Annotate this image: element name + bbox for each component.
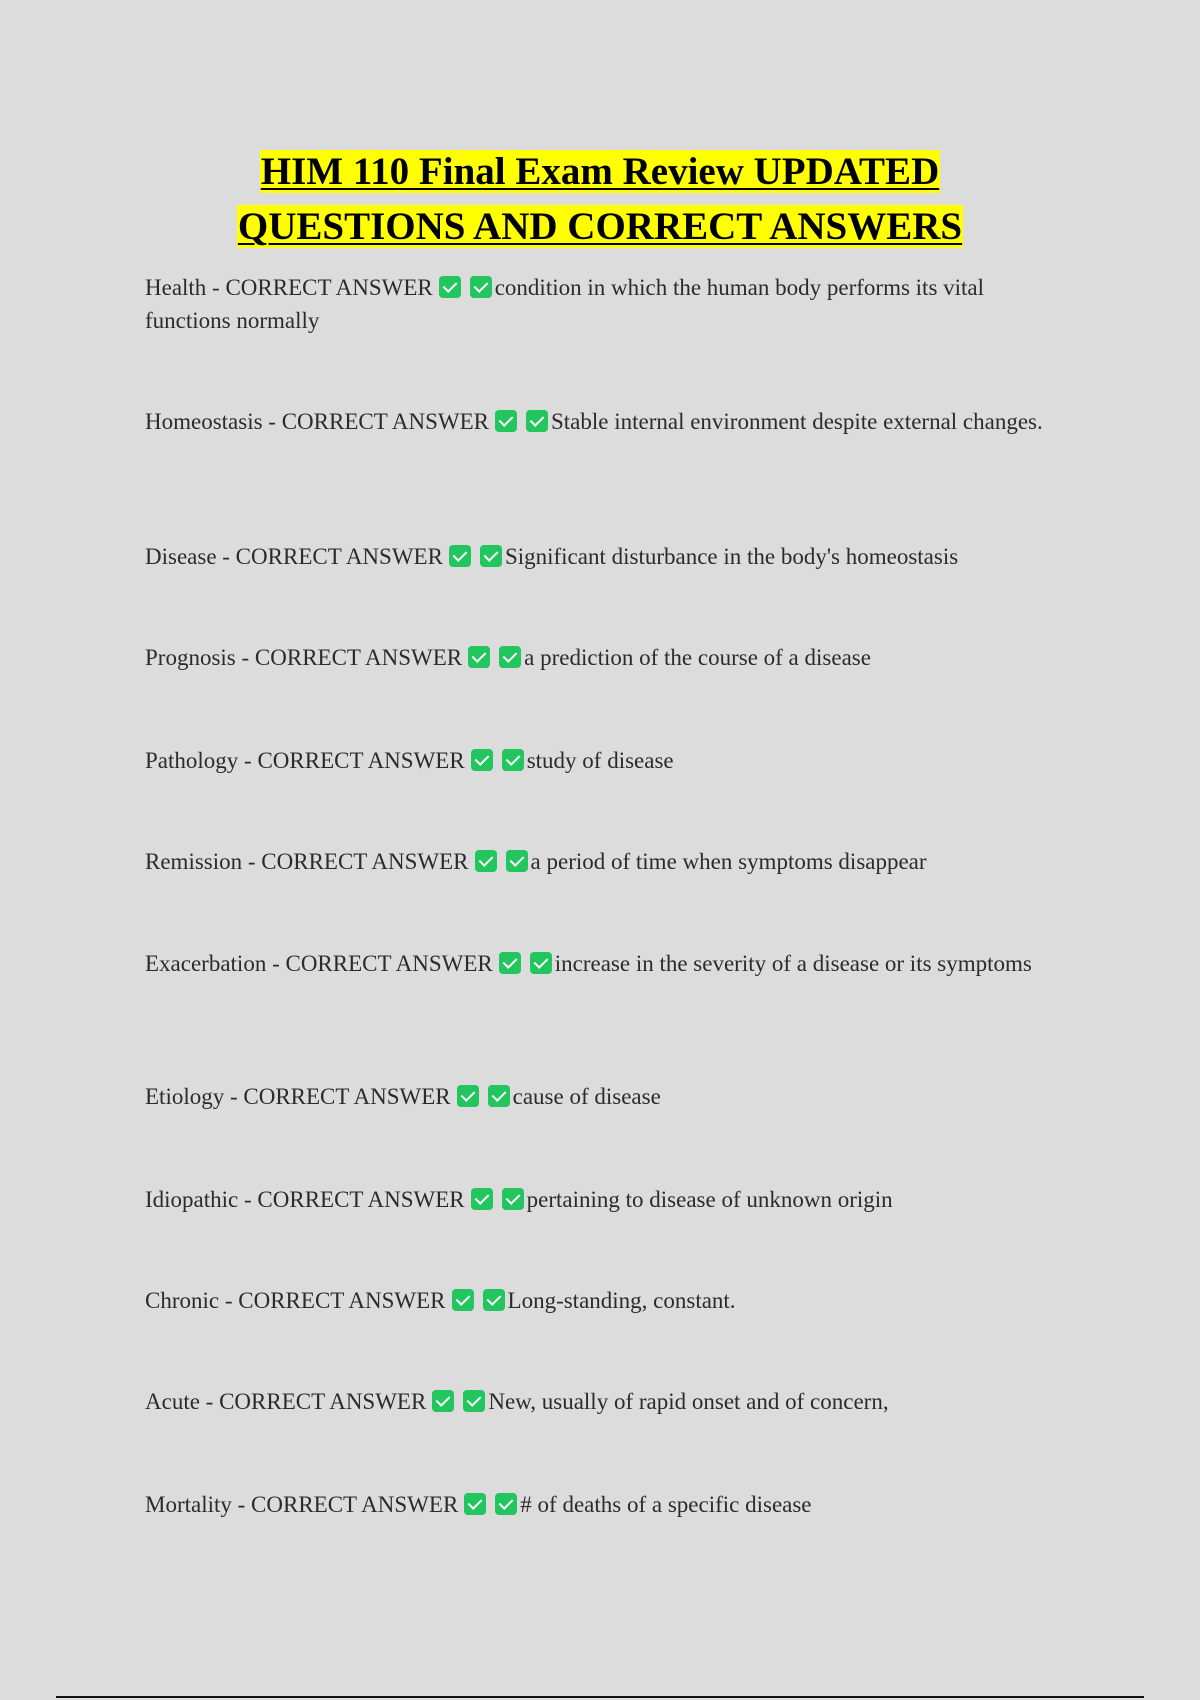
list-item [145, 845, 1045, 878]
checkmark-icon [488, 1085, 510, 1107]
checkmark-icon [475, 850, 497, 872]
checkmark-icon [502, 1188, 524, 1210]
checkmark-icon [526, 410, 548, 432]
checkmark-icon [457, 1085, 479, 1107]
title-line-2: QUESTIONS AND CORRECT ANSWERS [237, 205, 963, 248]
list-item [145, 540, 1045, 573]
entry-term: Prognosis - CORRECT ANSWER [145, 645, 463, 670]
bottom-divider [56, 1696, 1144, 1698]
checkmark-icon [495, 410, 517, 432]
checkmark-icon [530, 952, 552, 974]
entry-definition: Long-standing, constant. [507, 1288, 736, 1313]
entry-definition: cause of disease [512, 1084, 661, 1109]
checkmark-icon [452, 1289, 474, 1311]
checkmark-icon [464, 1493, 486, 1515]
checkmark-icon [432, 1390, 454, 1412]
checkmark-icon [463, 1390, 485, 1412]
entry-definition: Stable internal environment despite external changes. [550, 409, 1043, 434]
checkmark-icon [468, 646, 490, 668]
checkmark-icon [483, 1289, 505, 1311]
entry-definition: a prediction of the course of a disease [524, 645, 871, 670]
checkmark-icon [480, 545, 502, 567]
list-item [145, 947, 1045, 980]
list-item [145, 1488, 1045, 1521]
entry-term: Chronic - CORRECT ANSWER [145, 1288, 446, 1313]
entry-term: Etiology - CORRECT ANSWER [145, 1084, 451, 1109]
entry-term: Exacerbation - CORRECT ANSWER [145, 951, 493, 976]
checkmark-icon [495, 1493, 517, 1515]
document-title [0, 144, 1200, 254]
entry-term: Health - CORRECT ANSWER [145, 275, 433, 300]
entry-term: Disease - CORRECT ANSWER [145, 544, 443, 569]
entry-definition: pertaining to disease of unknown origin [526, 1187, 893, 1212]
checkmark-icon [470, 276, 492, 298]
list-item [145, 1385, 1045, 1418]
list-item [145, 271, 1045, 337]
checkmark-icon [499, 646, 521, 668]
list-item [145, 641, 1045, 674]
checkmark-icon [506, 850, 528, 872]
entry-definition: Significant disturbance in the body's homeostasis [504, 544, 959, 569]
list-item [145, 405, 1045, 438]
entry-definition: New, usually of rapid onset and of concern, [488, 1389, 889, 1414]
entry-definition: condition in which the human body performs its vital functions normally [145, 275, 985, 333]
entry-definition: study of disease [526, 748, 674, 773]
entry-definition: a period of time when symptoms disappear [530, 849, 927, 874]
list-item [145, 1183, 1045, 1216]
entry-definition: # of deaths of a specific disease [520, 1492, 812, 1517]
entry-term: Remission - CORRECT ANSWER [145, 849, 469, 874]
checkmark-icon [439, 276, 461, 298]
checkmark-icon [502, 749, 524, 771]
checkmark-icon [449, 545, 471, 567]
entry-term: Idiopathic - CORRECT ANSWER [145, 1187, 465, 1212]
list-item [145, 744, 1045, 777]
entry-definition: increase in the severity of a disease or its symptoms [554, 951, 1032, 976]
checkmark-icon [499, 952, 521, 974]
entry-term: Pathology - CORRECT ANSWER [145, 748, 465, 773]
list-item [145, 1284, 1045, 1317]
entry-term: Homeostasis - CORRECT ANSWER [145, 409, 489, 434]
list-item [145, 1080, 1045, 1113]
title-line-1: HIM 110 Final Exam Review UPDATED [260, 150, 940, 193]
checkmark-icon [471, 749, 493, 771]
entry-term: Acute - CORRECT ANSWER [145, 1389, 427, 1414]
checkmark-icon [471, 1188, 493, 1210]
entry-term: Mortality - CORRECT ANSWER [145, 1492, 459, 1517]
